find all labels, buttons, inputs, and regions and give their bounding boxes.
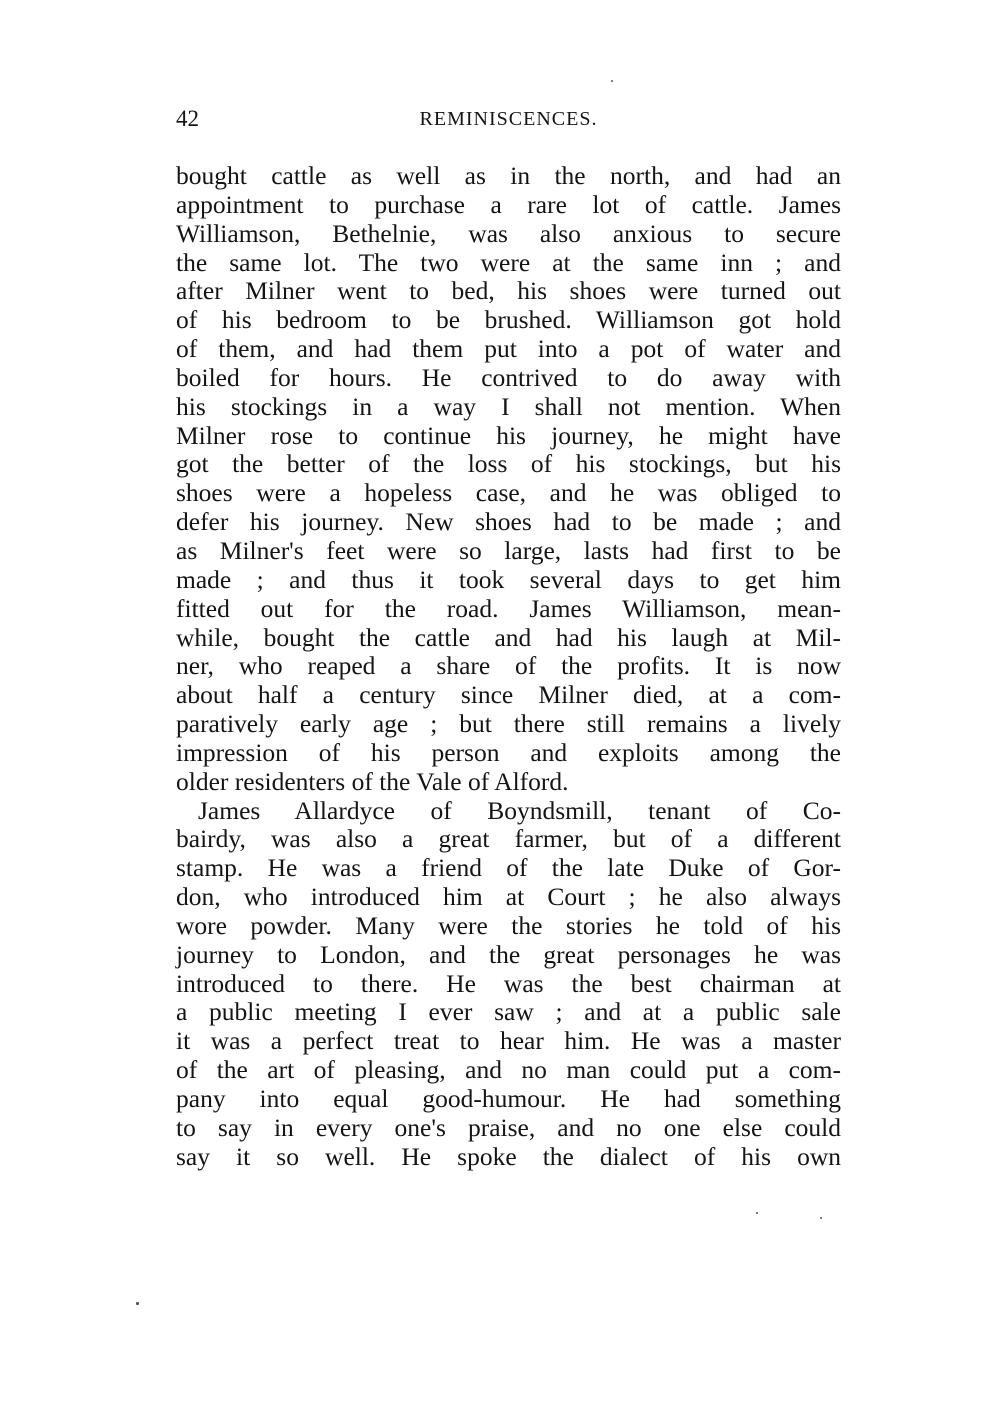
body-text [176,162,841,1172]
text-line: fitted out for the road. James Williamson, mean- [176,593,841,623]
scan-speck [820,1217,822,1219]
text-line: say it so well. He spoke the dialect of his own [176,1141,841,1171]
text-line: after Milner went to bed, his shoes were turned out [176,276,841,306]
text-line: paratively early age ; but there still remains a lively [176,709,841,739]
text-line: stamp. He was a friend of the late Duke of Gor- [176,853,841,883]
text-line: boiled for hours. He contrived to do away with [176,362,841,392]
text-line: a public meeting I ever saw ; and at a public sale [176,997,841,1027]
text-line: ner, who reaped a share of the profits. It is now [176,651,841,681]
running-title: REMINISCENCES. [419,108,598,130]
text-line: Williamson, Bethelnie, was also anxious to secure [176,218,841,248]
text-line: of his bedroom to be brushed. Williamson got hold [176,305,841,335]
text-line: shoes were a hopeless case, and he was obliged to [176,478,841,508]
text-line: journey to London, and the great personages he was [176,939,841,969]
text-line: the same lot. The two were at the same inn ; and [176,247,841,277]
text-line: of them, and had them put into a pot of water and [176,334,841,364]
page-header [176,104,841,138]
text-line: made ; and thus it took several days to get him [176,564,841,594]
text-line: impression of his person and exploits among the [176,737,841,767]
text-line: bairdy, was also a great farmer, but of a different [176,824,841,854]
scan-speck [136,1302,139,1305]
text-line: it was a perfect treat to hear him. He was a master [176,1026,841,1056]
text-line: while, bought the cattle and had his laugh at Mil- [176,622,841,652]
text-line: introduced to there. He was the best chairman at [176,968,841,998]
text-line: of the art of pleasing, and no man could put a com- [176,1055,841,1085]
page-number: 42 [176,106,199,131]
text-line: appointment to purchase a rare lot of cattle. James [176,189,841,219]
text-line: got the better of the loss of his stockings, but his [176,449,841,479]
scan-speck [611,80,613,82]
text-line: as Milner's feet were so large, lasts had first to be [176,535,841,565]
text-line: pany into equal good-humour. He had something [176,1084,841,1113]
text-line: don, who introduced him at Court ; he also always [176,882,841,912]
paragraph-first-line: James Allardyce of Boyndsmill, tenant of Co- [198,795,841,825]
text-line: his stockings in a way I shall not mention. When [176,391,841,421]
text-line: wore powder. Many were the stories he told of his [176,910,841,940]
scan-speck [756,1212,758,1214]
text-line: Milner rose to continue his journey, he might have [176,420,841,450]
text-line: about half a century since Milner died, at a com- [176,680,841,710]
text-line: defer his journey. New shoes had to be made ; and [176,507,841,537]
text-line: bought cattle as well as in the north, and had an [176,161,841,190]
text-line: to say in every one's praise, and no one else could [176,1112,841,1142]
paragraph-last-line: older residenters of the Vale of Alford. [176,766,569,796]
